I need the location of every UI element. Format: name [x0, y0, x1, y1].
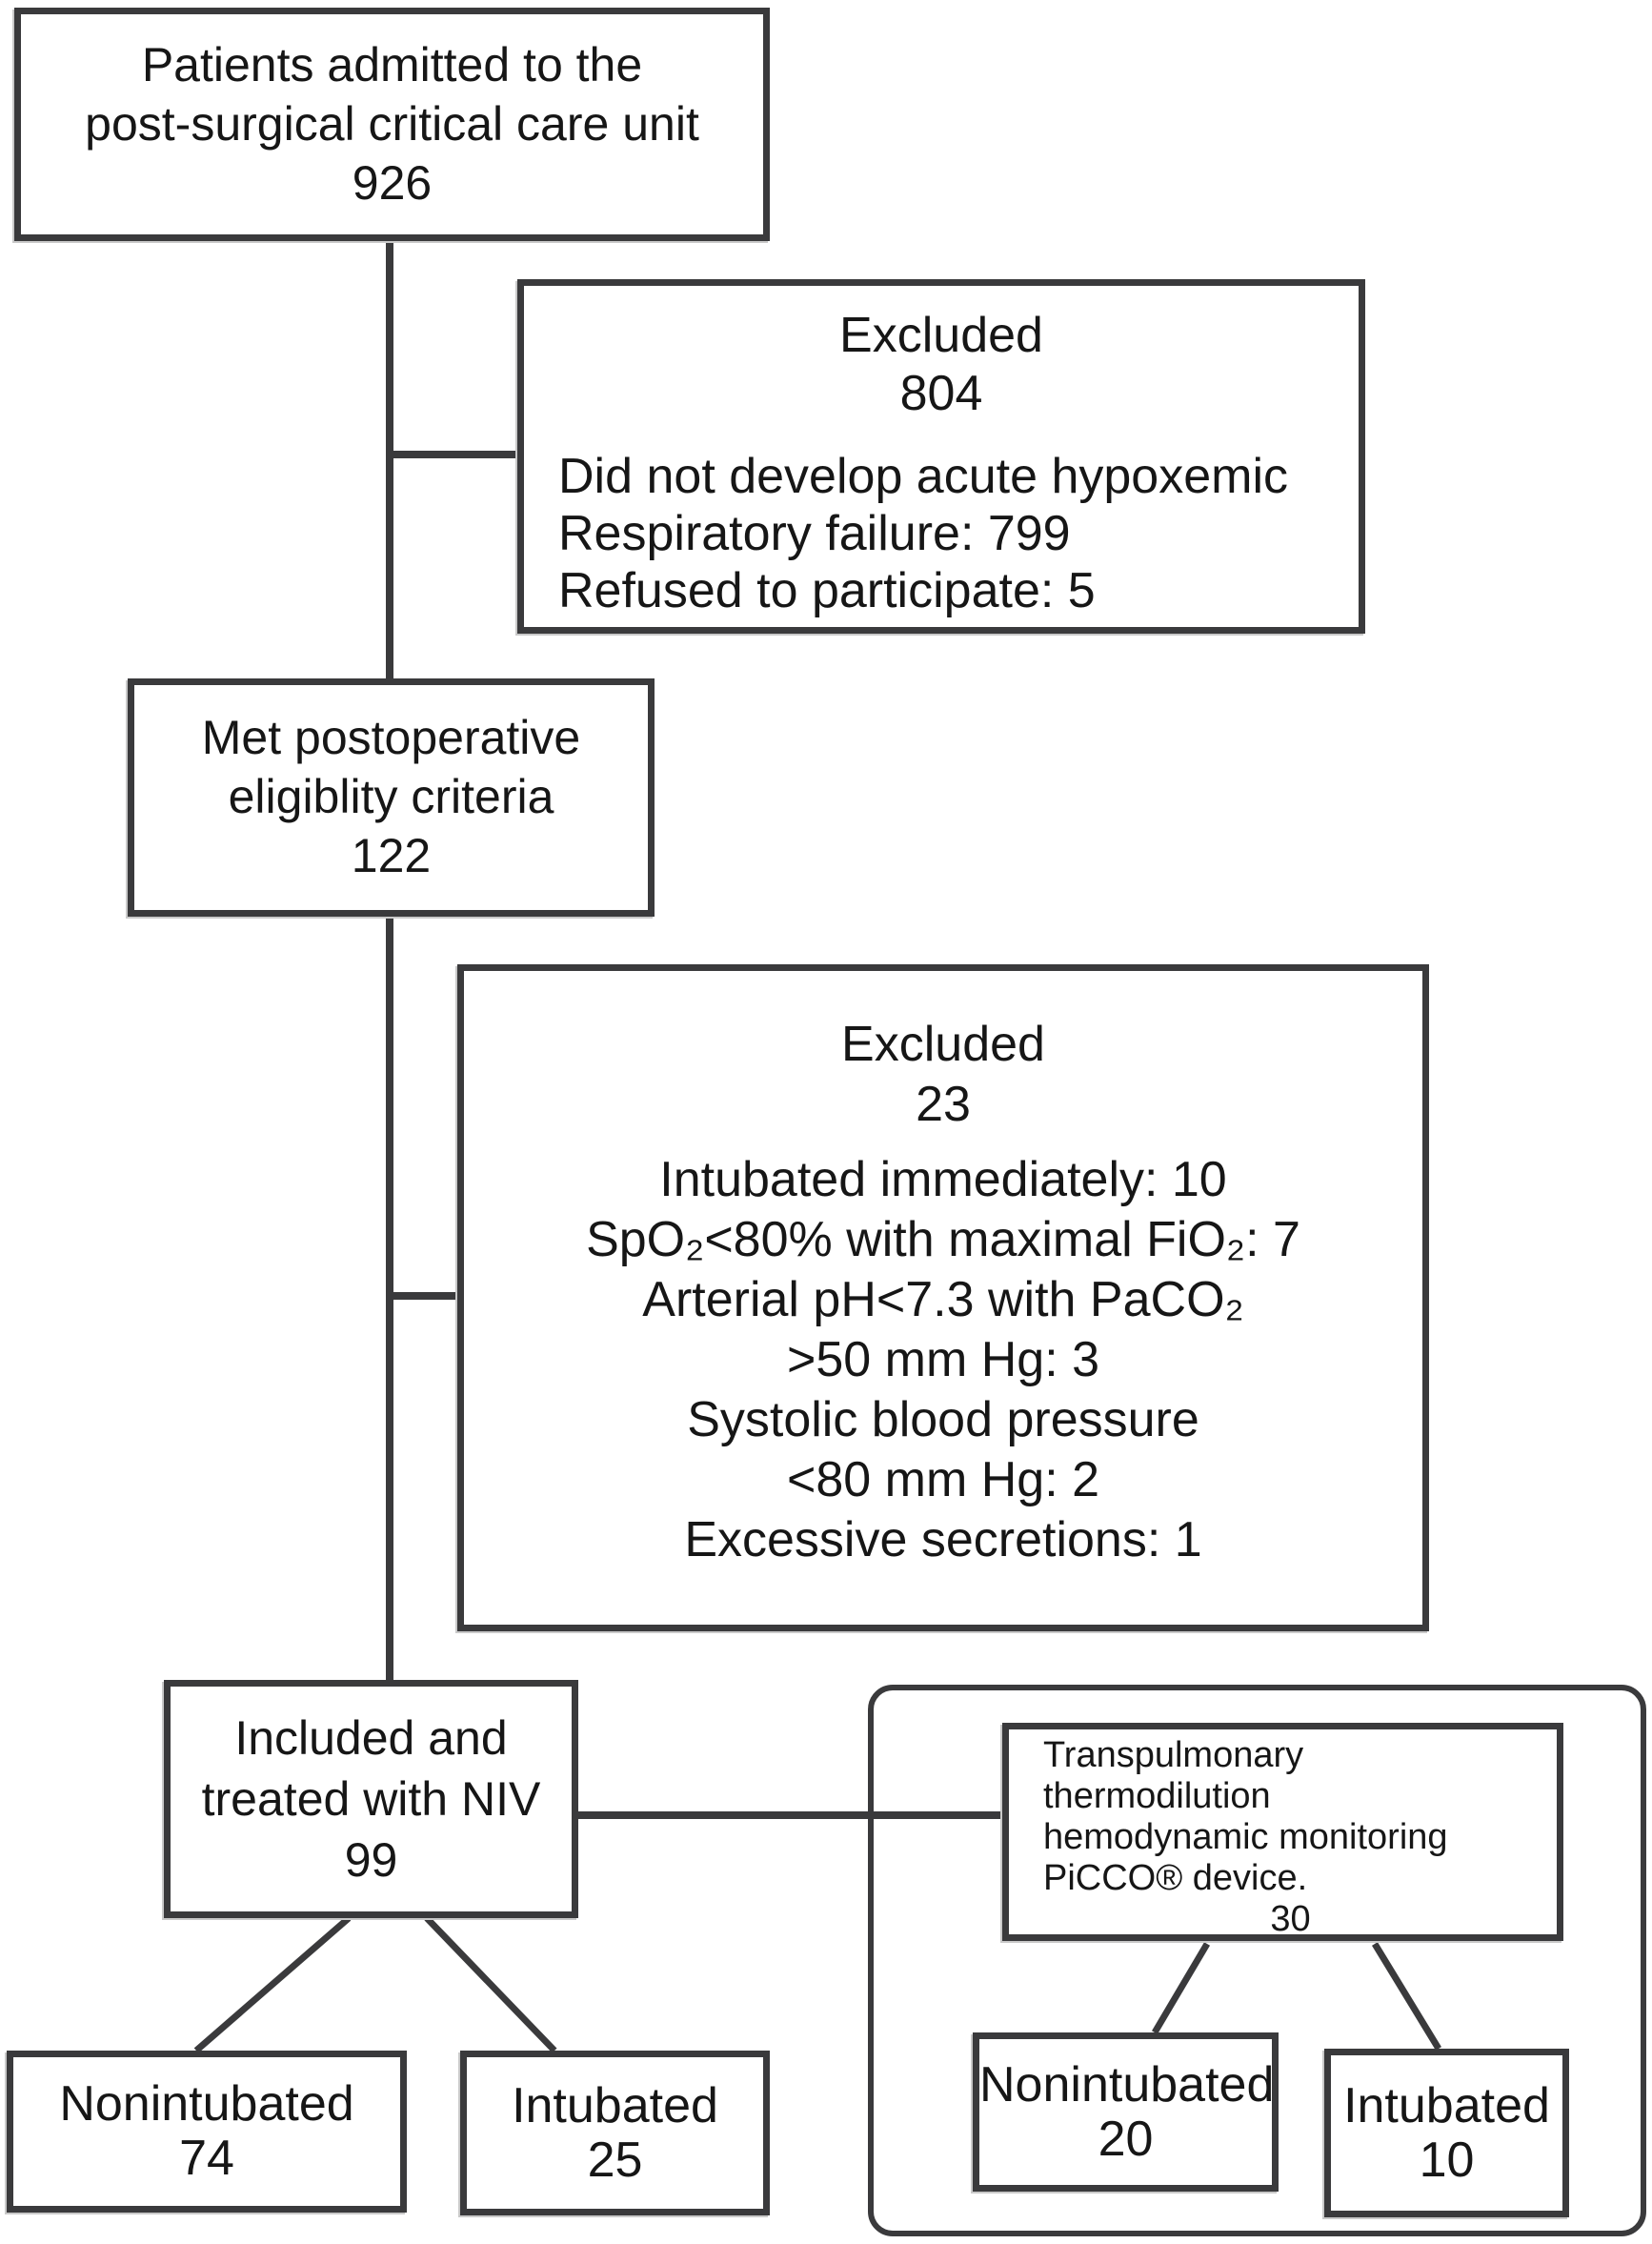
box-included-niv-line1: Included and [234, 1711, 508, 1765]
box-picco-monitoring [1002, 1723, 1563, 1941]
box-included-niv-count: 99 [344, 1833, 398, 1887]
box-excluded-23-reason3: Arterial pH<7.3 with PaCO₂ [642, 1272, 1244, 1327]
box-excluded-804 [517, 279, 1365, 634]
box-intubated-10-count: 10 [1419, 2132, 1475, 2188]
box-met-criteria-line2: eligiblity criteria [228, 770, 554, 823]
box-nonintubated-20-count: 20 [1098, 2111, 1154, 2167]
box-excluded-23-reason1: Intubated immediately: 10 [659, 1152, 1227, 1207]
box-excluded-23-reason5: Systolic blood pressure [687, 1392, 1199, 1447]
box-nonintubated-74 [7, 2051, 407, 2213]
box-intubated-25-count: 25 [587, 2132, 643, 2188]
box-excluded-804-reason2: Respiratory failure: 799 [558, 506, 1071, 561]
box-admitted-count: 926 [352, 156, 433, 210]
box-excluded-23 [457, 964, 1429, 1631]
connector-picco-to-nonintubated20 [1155, 1944, 1207, 2032]
box-picco-line2: thermodilution [1043, 1776, 1271, 1816]
box-excluded-804-reason3: Refused to participate: 5 [558, 563, 1096, 618]
connector-niv-to-nonintubated74 [196, 1918, 349, 2051]
box-excluded-23-reason7: Excessive secretions: 1 [684, 1512, 1202, 1567]
box-admitted-line1: Patients admitted to the [141, 38, 643, 91]
box-admitted [14, 8, 770, 241]
box-nonintubated-74-count: 74 [179, 2131, 234, 2186]
box-nonintubated-74-label: Nonintubated [59, 2076, 354, 2132]
connector-niv-to-intubated25 [427, 1918, 554, 2051]
box-excluded-804-count: 804 [899, 366, 983, 421]
box-included-niv-line2: treated with NIV [201, 1772, 541, 1826]
box-excluded-23-count: 23 [916, 1077, 971, 1132]
box-met-criteria-count: 122 [351, 829, 432, 882]
box-intubated-10 [1324, 2049, 1569, 2217]
box-nonintubated-20-label: Nonintubated [979, 2056, 1275, 2113]
box-intubated-10-label: Intubated [1343, 2077, 1550, 2133]
box-picco-count: 30 [1270, 1899, 1311, 1939]
box-nonintubated-20 [973, 2032, 1279, 2192]
box-picco-line3: hemodynamic monitoring [1043, 1817, 1448, 1857]
box-picco-line1: Transpulmonary [1043, 1735, 1304, 1775]
box-met-criteria-line1: Met postoperative [201, 711, 581, 764]
box-excluded-804-title: Excluded [839, 308, 1043, 363]
box-intubated-25-label: Intubated [512, 2077, 718, 2133]
box-intubated-25 [460, 2051, 770, 2215]
box-included-niv [164, 1680, 578, 1918]
box-excluded-23-reason4: >50 mm Hg: 3 [786, 1332, 1100, 1387]
box-admitted-line2: post-surgical critical care unit [85, 97, 699, 151]
box-picco-line4: PiCCO® device. [1043, 1858, 1308, 1898]
box-excluded-804-reason1: Did not develop acute hypoxemic [558, 449, 1289, 504]
box-met-criteria [128, 678, 655, 917]
box-excluded-23-reason6: <80 mm Hg: 2 [786, 1452, 1100, 1507]
box-excluded-23-title: Excluded [841, 1017, 1045, 1072]
box-excluded-23-reason2: SpO₂<80% with maximal FiO₂: 7 [586, 1212, 1300, 1267]
connector-picco-to-intubated10 [1375, 1944, 1439, 2049]
